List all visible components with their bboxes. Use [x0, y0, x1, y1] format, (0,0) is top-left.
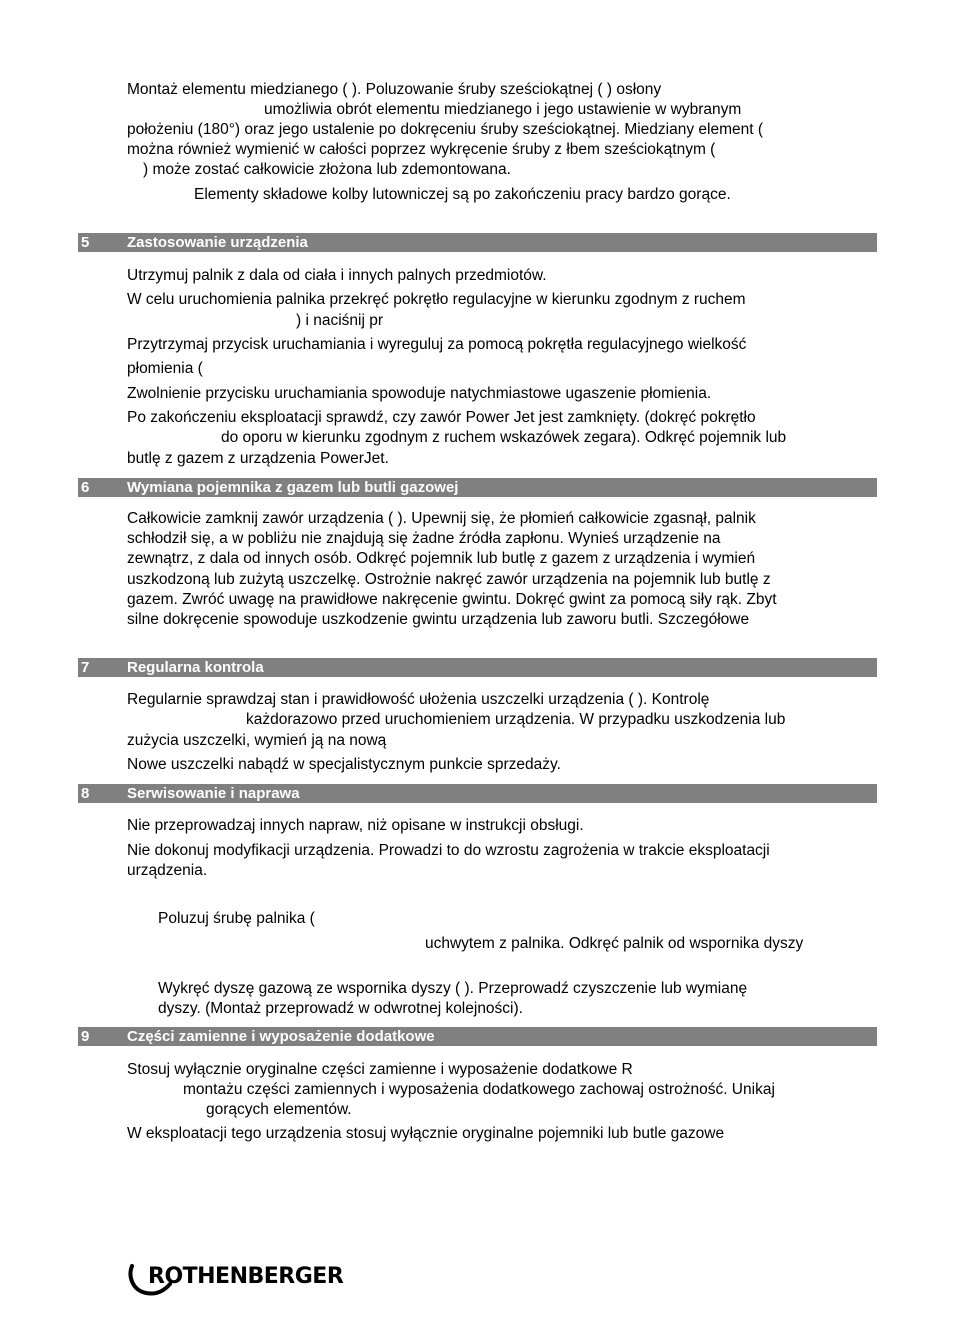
- intro-line-1: Montaż elementu miedzianego ( ). Poluzowanie śruby sześciokątnej ( ) osłony: [127, 81, 662, 98]
- s8-line-5: uchwytem z palnika. Odkręć palnik od wspornika dyszy: [425, 935, 804, 952]
- section-number: 6: [81, 479, 90, 496]
- section-number: 8: [81, 785, 90, 802]
- s9-line-4: W eksploatacji tego urządzenia stosuj wyłącznie oryginalne pojemniki lub butle gazowe: [127, 1125, 725, 1142]
- s6-line-4: uszkodzoną lub zużytą uszczelkę. Ostrożnie nakręć zawór urządzenia na pojemnik lub butlę z: [127, 571, 771, 588]
- s7-line-1: Regularnie sprawdzaj stan i prawidłowość ułożenia uszczelki urządzenia ( ). Kontrolę: [127, 691, 710, 708]
- s6-line-5: gazem. Zwróć uwagę na prawidłowe nakręcenie gwintu. Dokręć gwint za pomocą siły rąk. Zbyt: [127, 591, 777, 608]
- section-9-header: [78, 1027, 877, 1046]
- s5-line-8: do oporu w kierunku zgodnym z ruchem wskazówek zegara). Odkręć pojemnik lub: [221, 429, 787, 446]
- intro-line-3: położeniu (180°) oraz jego ustalenie po dokręceniu śruby sześciokątnej. Miedziany element (: [127, 121, 764, 138]
- s6-line-3: zewnątrz, z dala od innych osób. Odkręć pojemnik lub butlę z gazem z urządzenia i wymień: [127, 550, 756, 567]
- s8-line-3: urządzenia.: [127, 862, 208, 879]
- section-title: Części zamienne i wyposażenie dodatkowe: [127, 1028, 435, 1045]
- s7-line-2: każdorazowo przed uruchomieniem urządzenia. W przypadku uszkodzenia lub: [246, 711, 786, 728]
- s8-line-1: Nie przeprowadzaj innych napraw, niż opisane w instrukcji obsługi.: [127, 817, 584, 834]
- s5-line-1: Utrzymuj palnik z dala od ciała i innych palnych przedmiotów.: [127, 267, 547, 284]
- s5-line-4: Przytrzymaj przycisk uruchamiania i wyreguluj za pomocą pokrętła regulacyjnego wielkość: [127, 336, 747, 353]
- s7-line-3: zużycia uszczelki, wymień ją na nową: [127, 732, 387, 749]
- section-title: Wymiana pojemnika z gazem lub butli gazowej: [127, 479, 459, 496]
- s6-line-1: Całkowicie zamknij zawór urządzenia ( ). Upewnij się, że płomień całkowicie zgasnął, palnik: [127, 510, 756, 527]
- logo-wordmark: ROTHENBERGER: [148, 1264, 344, 1289]
- s5-line-2: W celu uruchomienia palnika przekręć pokrętło regulacyjne w kierunku zgodnym z ruchem: [127, 291, 746, 308]
- intro-line-2: umożliwia obrót elementu miedzianego i jego ustawienie w wybranym: [264, 101, 742, 118]
- section-7-header: [78, 658, 877, 677]
- section-number: 5: [81, 234, 90, 251]
- section-5-header: [78, 233, 877, 252]
- s5-line-6: Zwolnienie przycisku uruchamiania spowoduje natychmiastowe ugaszenie płomienia.: [127, 385, 712, 402]
- s8-line-6: Wykręć dyszę gazową ze wspornika dyszy ( ). Przeprowadź czyszczenie lub wymianę: [158, 980, 748, 997]
- section-number: 7: [81, 659, 90, 676]
- s7-line-4: Nowe uszczelki nabądź w specjalistycznym punkcie sprzedaży.: [127, 756, 561, 773]
- s6-line-6: silne dokręcenie spowoduje uszkodzenie gwintu urządzenia lub zaworu butli. Szczegółowe: [127, 611, 750, 628]
- s6-line-2: schłodził się, a w pobliżu nie znajdują się żadne źródła zapłonu. Wynieś urządzenie na: [127, 530, 721, 547]
- section-8-header: [78, 784, 877, 803]
- intro-line-4: można również wymienić w całości poprzez wykręcenie śruby z łbem sześciokątnym (: [127, 141, 716, 158]
- section-title: Serwisowanie i naprawa: [127, 785, 300, 802]
- hot-parts-warning: Elementy składowe kolby lutowniczej są po zakończeniu pracy bardzo gorące.: [194, 186, 731, 203]
- rothenberger-logo: [126, 1262, 366, 1298]
- s9-line-3: gorących elementów.: [206, 1101, 352, 1118]
- s8-line-2: Nie dokonuj modyfikacji urządzenia. Prowadzi to do wzrostu zagrożenia w trakcie eksploatacji: [127, 842, 770, 859]
- s5-line-9: butlę z gazem z urządzenia PowerJet.: [127, 450, 389, 467]
- s5-line-3: ) i naciśnij pr: [296, 312, 383, 329]
- s9-line-1: Stosuj wyłącznie oryginalne części zamienne i wyposażenie dodatkowe R: [127, 1061, 633, 1078]
- s8-line-7: dyszy. (Montaż przeprowadź w odwrotnej kolejności).: [158, 1000, 523, 1017]
- section-number: 9: [81, 1028, 90, 1045]
- intro-line-5: ) może zostać całkowicie złożona lub zdemontowana.: [143, 161, 511, 178]
- s5-line-5: płomienia (: [127, 360, 203, 377]
- section-6-header: [78, 478, 877, 497]
- section-title: Zastosowanie urządzenia: [127, 234, 308, 251]
- s9-line-2: montażu części zamiennych i wyposażenia dodatkowego zachowaj ostrożność. Unikaj: [183, 1081, 775, 1098]
- s8-line-4: Poluzuj śrubę palnika (: [158, 910, 315, 927]
- s5-line-7: Po zakończeniu eksploatacji sprawdź, czy zawór Power Jet jest zamknięty. (dokręć pokrętło: [127, 409, 756, 426]
- section-title: Regularna kontrola: [127, 659, 264, 676]
